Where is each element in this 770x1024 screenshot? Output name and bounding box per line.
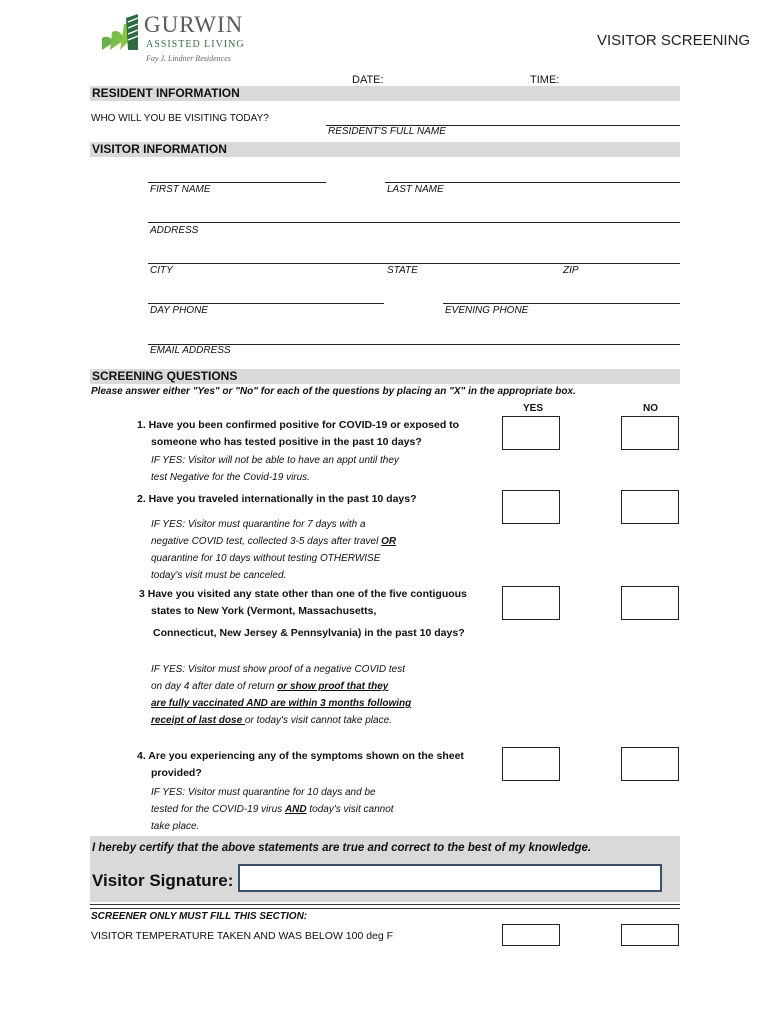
question-4-note3: take place.	[151, 821, 200, 832]
logo-tagline: Fay J. Lindner Residences	[146, 54, 231, 63]
resident-name-label: RESIDENT'S FULL NAME	[328, 126, 446, 137]
evening-phone-field[interactable]	[443, 303, 680, 304]
question-2-note2	[151, 533, 396, 550]
day-phone-field[interactable]	[148, 303, 384, 304]
question-3-line2: states to New York (Vermont, Massachusetts,	[151, 605, 377, 617]
question-2-no-checkbox[interactable]	[621, 490, 679, 524]
question-2-note1: IF YES: Visitor must quarantine for 7 days with a	[151, 519, 366, 530]
logo-brand: GURWIN	[144, 12, 244, 37]
question-2-line1: 2. Have you traveled internationally in the past 10 days?	[137, 493, 417, 505]
signature-label: Visitor Signature:	[92, 871, 234, 890]
question-4-no-checkbox[interactable]	[621, 747, 679, 781]
question-3-note1: IF YES: Visitor must show proof of a negative COVID test	[151, 664, 406, 675]
question-4-note2-text: tested for the COVID-19 virus	[151, 804, 285, 815]
question-3-no-checkbox[interactable]	[621, 586, 679, 620]
question-1-yes-checkbox[interactable]	[502, 416, 560, 450]
question-2-note3: quarantine for 10 days without testing OTHERWISE	[151, 553, 381, 564]
date-label: DATE:	[352, 74, 384, 86]
logo-leaf-icon	[98, 12, 140, 52]
screener-title: SCREENER ONLY MUST FILL THIS SECTION:	[91, 911, 308, 922]
visitor-section-header	[90, 142, 680, 157]
day-phone-label: DAY PHONE	[150, 305, 208, 316]
question-1-no-checkbox[interactable]	[621, 416, 679, 450]
question-3-yes-checkbox[interactable]	[502, 586, 560, 620]
question-3-note4	[151, 712, 392, 729]
address-field[interactable]	[148, 222, 680, 223]
question-2-yes-checkbox[interactable]	[502, 490, 560, 524]
visitor-section-title: VISITOR INFORMATION	[92, 142, 227, 156]
question-3-note2-text: on day 4 after date of return	[151, 681, 278, 692]
divider	[90, 904, 680, 909]
first-name-label: FIRST NAME	[150, 184, 211, 195]
question-4-note2-and: AND	[284, 804, 307, 815]
temperature-statement: VISITOR TEMPERATURE TAKEN AND WAS BELOW 100 deg F	[91, 930, 394, 942]
temperature-yes-checkbox[interactable]	[502, 924, 560, 946]
question-1-line1: 1. Have you been confirmed positive for COVID-19 or exposed to	[137, 419, 460, 431]
logo-subtitle: ASSISTED LIVING	[146, 39, 245, 50]
last-name-label: LAST NAME	[387, 184, 444, 195]
first-name-field[interactable]	[148, 182, 326, 183]
question-3-note4-emph: receipt of last dose	[151, 715, 245, 726]
question-4-yes-checkbox[interactable]	[502, 747, 560, 781]
resident-section-title: RESIDENT INFORMATION	[92, 86, 240, 100]
zip-label: ZIP	[563, 265, 579, 276]
question-1-note2: test Negative for the Covid-19 virus.	[151, 472, 310, 483]
question-1-note1: IF YES: Visitor will not be able to have an appt until they	[151, 455, 399, 466]
question-4-line1: 4. Are you experiencing any of the symptoms shown on the sheet	[137, 750, 464, 762]
question-3-line1: 3 Have you visited any state other than one of the five contiguous	[139, 588, 467, 600]
city-label: CITY	[150, 265, 173, 276]
question-4-line2: provided?	[151, 767, 202, 779]
question-3-note3: are fully vaccinated AND are within 3 months following	[151, 698, 412, 709]
form-title: VISITOR SCREENING	[597, 32, 751, 49]
temperature-no-checkbox[interactable]	[621, 924, 679, 946]
question-3-note2-emph: or show proof that they	[277, 681, 389, 692]
question-1-line2: someone who has tested positive in the past 10 days?	[151, 436, 422, 448]
question-3-note4-text: or today's visit cannot take place.	[244, 715, 392, 726]
logo	[98, 10, 258, 66]
last-name-field[interactable]	[385, 182, 680, 183]
time-label: TIME:	[530, 74, 560, 86]
question-2-note2-text: negative COVID test, collected 3-5 days after travel	[151, 536, 382, 547]
yes-column-label: YES	[523, 403, 544, 414]
address-label: ADDRESS	[150, 225, 199, 236]
email-label: EMAIL ADDRESS	[150, 345, 231, 356]
resident-section-header	[90, 86, 680, 101]
screening-section-title: SCREENING QUESTIONS	[92, 369, 238, 383]
question-3-line3: Connecticut, New Jersey & Pennsylvania) in the past 10 days?	[153, 627, 465, 639]
question-4-note2	[151, 801, 394, 818]
screening-instructions: Please answer either "Yes" or "No" for each of the questions by placing an "X" in the appropriate box.	[91, 386, 576, 397]
question-4-note1: IF YES: Visitor must quarantine for 10 days and be	[151, 787, 376, 798]
evening-phone-label: EVENING PHONE	[445, 305, 529, 316]
no-column-label: NO	[643, 403, 658, 414]
certification-statement: I hereby certify that the above statements are true and correct to the best of my knowledge.	[92, 842, 592, 854]
question-4-note2-rest: today's visit cannot	[306, 804, 394, 815]
state-label: STATE	[387, 265, 418, 276]
question-2-note4: today's visit must be canceled.	[151, 570, 287, 581]
resident-question: WHO WILL YOU BE VISITING TODAY?	[91, 113, 269, 124]
signature-field[interactable]	[238, 864, 662, 892]
question-2-note2-or: OR	[381, 536, 397, 547]
screening-section-header	[90, 369, 680, 384]
city-state-zip-field[interactable]	[148, 263, 680, 264]
question-3-note2	[151, 678, 388, 695]
